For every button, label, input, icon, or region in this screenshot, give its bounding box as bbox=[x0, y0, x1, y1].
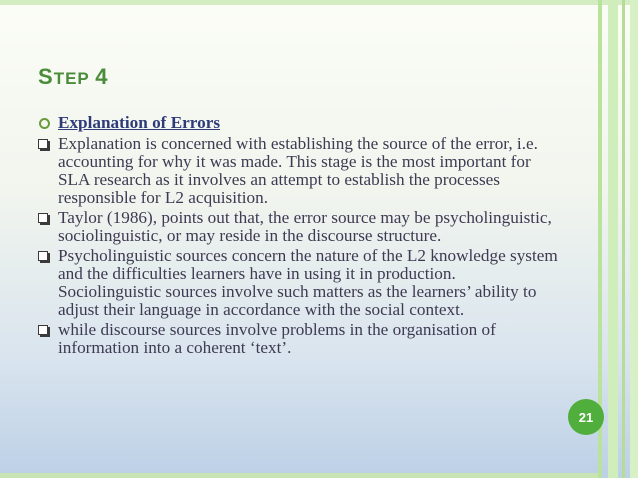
title-number: 4 bbox=[95, 64, 109, 89]
slide-title bbox=[38, 64, 108, 90]
list-item bbox=[38, 209, 558, 245]
square-bullet-icon bbox=[38, 213, 48, 223]
list-item-text: Psycholinguistic sources concern the nature of the L2 knowledge system and the difficulties learners have in using it in production. Sociolinguistic sources involve such matters as the learners’ ability to adjust their language in accordance with the social context. bbox=[58, 246, 558, 319]
square-bullet-icon bbox=[38, 325, 48, 335]
list-item-text: Explanation is concerned with establishing the source of the error, i.e. accounting for why it was made. This stage is the most important for SLA research as it involves an attempt to establish the processes responsible for L2 acquisition. bbox=[58, 134, 538, 207]
list-item-heading: Explanation of Errors bbox=[58, 113, 221, 132]
circle-bullet-icon bbox=[39, 118, 50, 129]
list-item-text: while discourse sources involve problems in the organisation of information into a coherent ‘text’. bbox=[58, 320, 496, 357]
frame-bottom-border bbox=[0, 473, 600, 478]
bullet-list bbox=[38, 114, 558, 359]
frame-stripe bbox=[608, 0, 618, 478]
frame-top-border bbox=[0, 0, 638, 5]
list-item bbox=[38, 321, 558, 357]
title-first-letter: S bbox=[38, 64, 54, 89]
square-bullet-icon bbox=[38, 139, 48, 149]
title-rest: TEP bbox=[53, 69, 90, 88]
list-item bbox=[38, 114, 558, 132]
frame-stripe bbox=[630, 0, 638, 478]
list-item-text: Taylor (1986), points out that, the error source may be psycholinguistic, sociolinguistic, or may reside in the discourse structure. bbox=[58, 208, 552, 245]
square-bullet-icon bbox=[38, 251, 48, 261]
list-item bbox=[38, 247, 558, 319]
page-number-badge: 21 bbox=[568, 399, 604, 435]
list-item bbox=[38, 135, 558, 207]
frame-stripe bbox=[622, 0, 625, 478]
